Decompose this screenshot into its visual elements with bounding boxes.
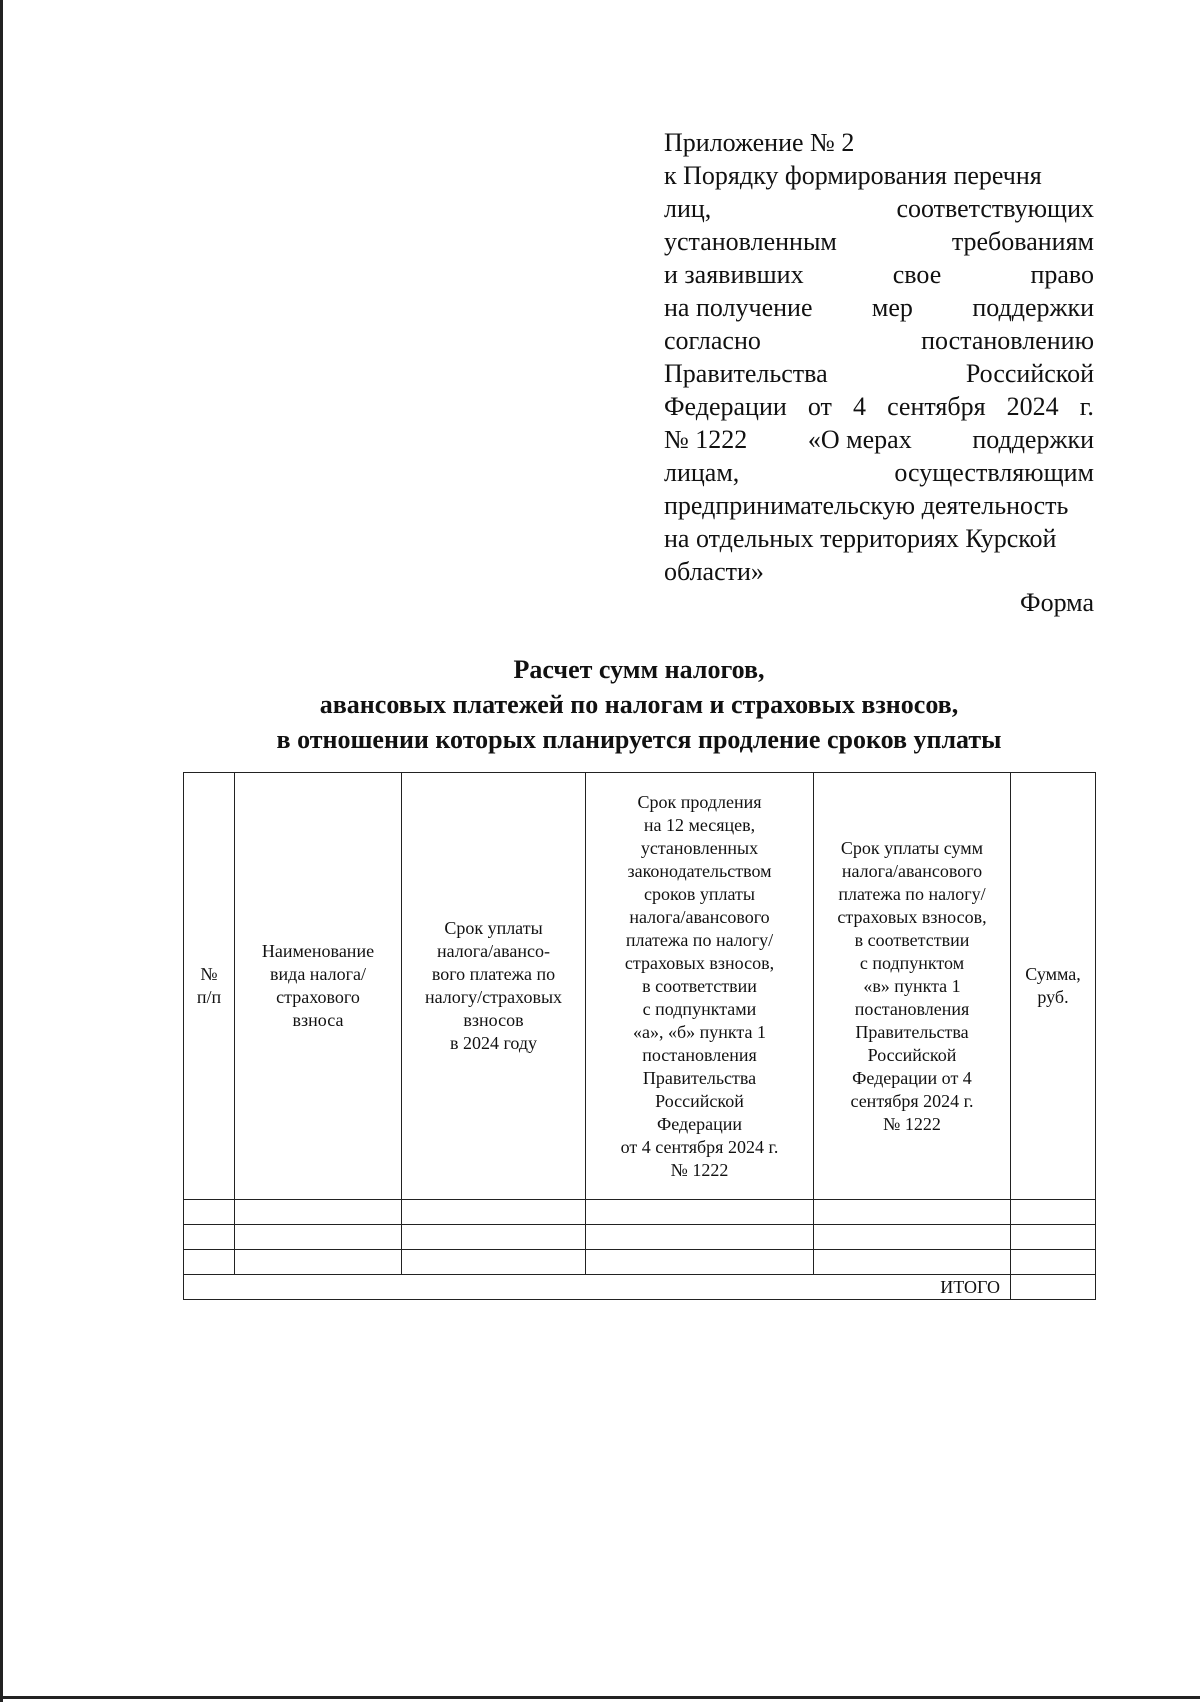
tax-calculation-table [183,772,1096,1300]
table-cell [235,1225,402,1250]
appendix-word: постановлению [921,326,1094,355]
appendix-word: сентября [887,392,986,421]
appendix-word: на получение [664,293,813,322]
form-label: Форма [1020,588,1094,617]
appendix-word: «О мерах [807,425,912,454]
table-cell [814,1250,1011,1275]
table-row [184,1250,1096,1275]
appendix-word: поддержки [972,293,1094,322]
title-line-1: Расчет сумм налогов, [513,655,765,684]
appendix-word: Российской [965,359,1094,388]
header-payment-deadline-2024: Срок уплаты налога/авансо- вого платежа по налогу/страховых взносов в 2024 году [402,773,586,1200]
appendix-word: поддержки [972,425,1094,454]
appendix-line [664,357,1094,390]
table-cell [1011,1200,1096,1225]
appendix-line [664,192,1094,225]
total-amount-cell [1011,1275,1096,1300]
appendix-line: к Порядку формирования перечня [664,161,1042,190]
table-cell [402,1250,586,1275]
table-cell [586,1250,814,1275]
title-line-3: в отношении которых планируется продление сроков уплаты [276,725,1002,754]
appendix-line [664,291,1094,324]
appendix-word: осуществляющим [894,458,1094,487]
table-row [184,1225,1096,1250]
appendix-word: лиц, [664,194,712,223]
appendix-word: мер [871,293,913,322]
appendix-line [664,225,1094,258]
appendix-line [664,324,1094,357]
appendix-word: лицам, [664,458,740,487]
appendix-word: свое [892,260,942,289]
appendix-word: Федерации [664,392,787,421]
header-amount: Сумма, руб. [1011,773,1096,1200]
appendix-word: г. [1079,392,1094,421]
table-body [184,1200,1096,1300]
appendix-line: на отдельных территориях Курской [664,524,1057,553]
appendix-word: 4 [852,392,866,421]
table-cell [235,1250,402,1275]
appendix-word: соответствующих [896,194,1094,223]
table-cell [814,1200,1011,1225]
table-cell [184,1200,235,1225]
total-label: ИТОГО [184,1275,1011,1300]
appendix-line [664,390,1094,423]
header-tax-type: Наименование вида налога/ страхового взноса [235,773,402,1200]
document-title [183,652,1095,757]
appendix-line [664,456,1094,489]
appendix-word: требованиям [951,227,1094,256]
appendix-word: Правительства [664,359,828,388]
table-cell [184,1250,235,1275]
table-cell [402,1225,586,1250]
appendix-word: согласно [664,326,761,355]
appendix-word: № 1222 [664,425,748,454]
scan-edge-left [0,0,3,1702]
appendix-word: и заявивших [664,260,804,289]
header-extension-period: Срок продления на 12 месяцев, установленных законодательством сроков уплаты налога/авансового платежа по налогу/ страховых взносов, в соответствии с подпунктами «а», «б» пункта 1 постановления Правительства Российской Федерации от 4 сентября 2024 г. № 1222 [586,773,814,1200]
appendix-word: установленным [664,227,837,256]
appendix-word: 2024 [1006,392,1059,421]
header-number: № п/п [184,773,235,1200]
title-line-2: авансовых платежей по налогам и страховых взносов, [319,690,959,719]
appendix-header [664,126,1094,588]
total-row [184,1275,1096,1300]
appendix-line [664,258,1094,291]
appendix-line: предпринимательскую деятельность [664,491,1069,520]
table-cell [1011,1225,1096,1250]
appendix-word: от [807,392,832,421]
table-cell [402,1200,586,1225]
appendix-line: Приложение № 2 [664,128,855,157]
appendix-line [664,423,1094,456]
table-cell [184,1225,235,1250]
table-cell [1011,1250,1096,1275]
table-row [184,1200,1096,1225]
table-cell [814,1225,1011,1250]
table-cell [235,1200,402,1225]
appendix-word: право [1030,260,1094,289]
table-cell [586,1225,814,1250]
table-cell [586,1200,814,1225]
appendix-line: области» [664,557,764,586]
table-header-row [184,773,1096,1200]
scan-edge-bottom [0,1696,1200,1699]
header-extended-deadline: Срок уплаты сумм налога/авансового платежа по налогу/ страховых взносов, в соответствии с подпунктом «в» пункта 1 постановления Правительства Российской Федерации от 4 сентября 2024 г. № 1222 [814,773,1011,1200]
